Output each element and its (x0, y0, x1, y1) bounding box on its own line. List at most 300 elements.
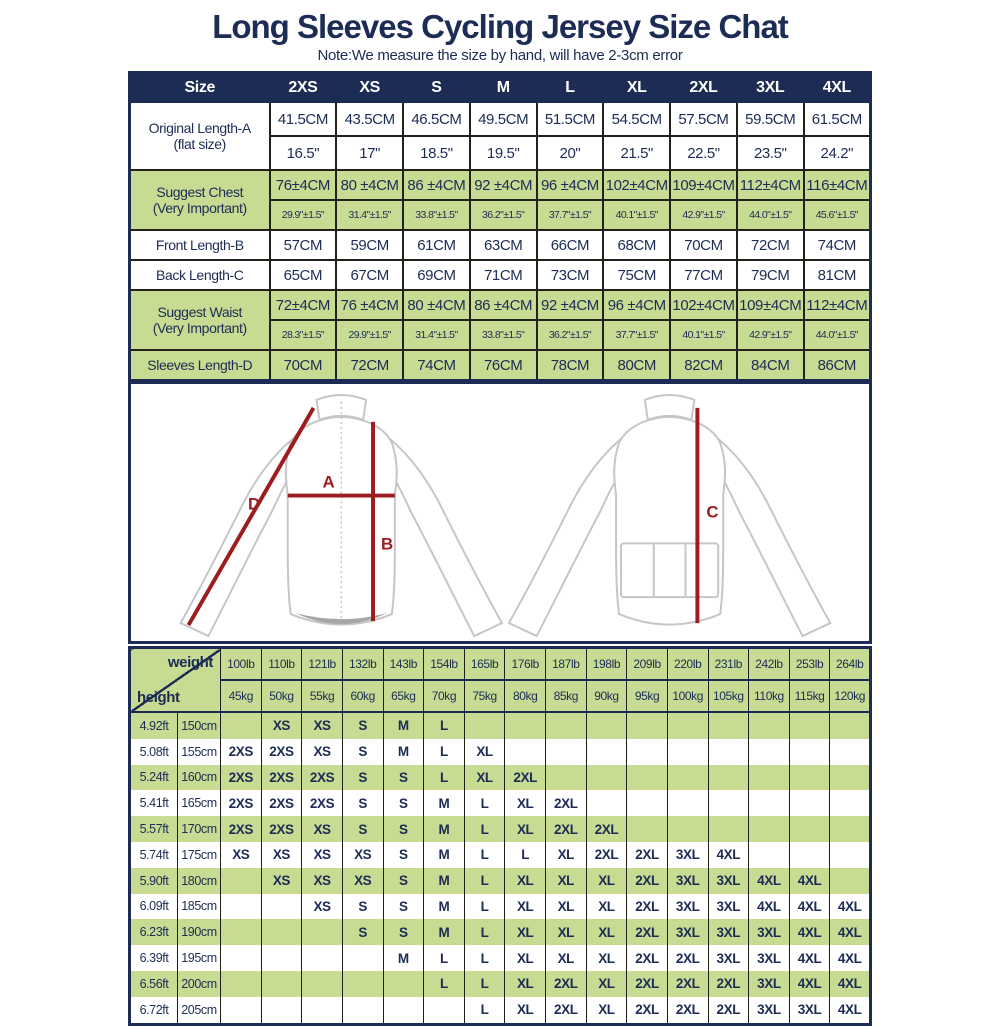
size-value-cell: 24.2" (804, 136, 871, 170)
size-value-cell: 109±4CM (670, 170, 737, 200)
fit-size-cell: XL (505, 790, 546, 816)
corner-height-label: height (137, 689, 180, 706)
fit-size-cell: 2XL (708, 971, 749, 997)
fit-table-row (130, 919, 871, 945)
size-value-cell: 66CM (537, 230, 604, 260)
fit-size-cell: M (383, 712, 424, 739)
fit-size-cell: XL (586, 971, 627, 997)
fit-size-cell: L (464, 997, 505, 1024)
fit-table-row (130, 868, 871, 894)
fit-size-cell (789, 842, 830, 868)
fit-size-cell (221, 868, 262, 894)
fit-size-cell (749, 816, 790, 842)
fit-size-cell (546, 712, 587, 739)
fit-size-cell: 3XL (667, 894, 708, 920)
fit-size-cell (302, 971, 343, 997)
fit-size-cell: L (505, 842, 546, 868)
fit-size-cell: XL (546, 842, 587, 868)
height-cm-cell: 170cm (178, 816, 221, 842)
height-cm-cell: 160cm (178, 765, 221, 791)
fit-size-cell (221, 997, 262, 1024)
size-value-cell: 33.8"±1.5" (470, 320, 537, 350)
fit-size-cell: 2XS (261, 765, 302, 791)
fit-size-cell (667, 712, 708, 739)
size-value-cell: 65CM (270, 260, 337, 290)
fit-size-cell: XS (302, 868, 343, 894)
fit-size-cell: L (464, 919, 505, 945)
fit-size-cell: 3XL (749, 945, 790, 971)
fit-size-cell: M (383, 739, 424, 765)
size-value-cell: 45.6"±1.5" (804, 200, 871, 230)
size-value-cell: 29.9"±1.5" (336, 320, 403, 350)
size-value-cell: 80 ±4CM (403, 290, 470, 320)
row-label-text: Sleeves Length-D (147, 356, 253, 373)
fit-size-cell: 3XL (708, 894, 749, 920)
height-cm-cell: 205cm (178, 997, 221, 1024)
fit-size-cell: 4XL (830, 919, 871, 945)
fit-size-cell: S (383, 894, 424, 920)
fit-size-cell: L (464, 790, 505, 816)
corner-weight-label: weight (167, 654, 213, 671)
size-value-cell: 76CM (470, 350, 537, 381)
fit-size-cell (586, 712, 627, 739)
size-value-cell: 81CM (804, 260, 871, 290)
size-chart-table (128, 71, 872, 382)
size-value-cell: 59.5CM (737, 102, 804, 136)
fit-size-cell: 2XL (627, 945, 668, 971)
weight-kg-cell: 45kg (221, 680, 262, 712)
weight-kg-cell: 60kg (342, 680, 383, 712)
fit-table-row (130, 945, 871, 971)
weight-kg-cell: 85kg (546, 680, 587, 712)
fit-size-cell: 3XL (667, 919, 708, 945)
fit-size-cell: S (342, 790, 383, 816)
fit-size-cell: 2XL (667, 997, 708, 1024)
size-value-cell: 51.5CM (537, 102, 604, 136)
fit-size-cell (505, 739, 546, 765)
fit-size-cell: 2XL (627, 894, 668, 920)
fit-table-row (130, 739, 871, 765)
size-value-cell: 112±4CM (804, 290, 871, 320)
fit-size-cell: XS (302, 816, 343, 842)
row-label-subtext: (Very Important) (152, 200, 247, 216)
size-value-cell: 92 ±4CM (537, 290, 604, 320)
fit-size-cell: XL (586, 868, 627, 894)
fit-size-cell: XL (546, 868, 587, 894)
fit-size-cell (424, 997, 465, 1024)
size-value-cell: 57CM (270, 230, 337, 260)
size-value-cell: 102±4CM (670, 290, 737, 320)
fit-size-cell (342, 945, 383, 971)
size-value-cell: 31.4"±1.5" (336, 200, 403, 230)
fit-size-cell: XS (342, 868, 383, 894)
page-title: Long Sleeves Cycling Jersey Size Chat (212, 8, 788, 45)
fit-size-cell: 3XL (667, 842, 708, 868)
weight-kg-cell: 50kg (261, 680, 302, 712)
size-value-cell: 16.5" (270, 136, 337, 170)
size-value-cell: 42.9"±1.5" (737, 320, 804, 350)
size-value-cell: 72CM (336, 350, 403, 381)
fit-size-cell: L (464, 894, 505, 920)
size-header-cell: S (403, 73, 470, 103)
fit-size-cell (464, 712, 505, 739)
fit-size-cell (708, 765, 749, 791)
weight-lb-cell: 143lb (383, 648, 424, 681)
fit-size-cell: S (383, 790, 424, 816)
size-value-cell: 67CM (336, 260, 403, 290)
fit-size-cell: M (424, 868, 465, 894)
weight-kg-cell: 95kg (627, 680, 668, 712)
fit-size-cell (830, 842, 871, 868)
height-ft-cell: 5.41ft (130, 790, 178, 816)
size-value-cell: 69CM (403, 260, 470, 290)
size-value-cell: 86 ±4CM (403, 170, 470, 200)
fit-size-cell: S (342, 765, 383, 791)
fit-size-cell: 2XL (667, 945, 708, 971)
size-header-cell: XS (336, 73, 403, 103)
weight-kg-cell: 115kg (789, 680, 830, 712)
fit-size-cell (830, 790, 871, 816)
fit-size-cell (627, 765, 668, 791)
fit-size-cell: 3XL (667, 868, 708, 894)
fit-header-lb-row (130, 648, 871, 681)
fit-size-cell (667, 739, 708, 765)
size-value-cell: 42.9"±1.5" (670, 200, 737, 230)
weight-kg-cell: 70kg (424, 680, 465, 712)
size-table-row (130, 102, 871, 136)
size-value-cell: 28.3"±1.5" (270, 320, 337, 350)
fit-size-cell: 3XL (749, 919, 790, 945)
fit-size-cell (830, 712, 871, 739)
height-cm-cell: 200cm (178, 971, 221, 997)
fit-size-cell (261, 894, 302, 920)
weight-lb-cell: 242lb (749, 648, 790, 681)
fit-size-cell (708, 790, 749, 816)
fit-size-cell: S (383, 765, 424, 791)
row-label-text: Front Length-B (155, 236, 244, 253)
weight-lb-cell: 264lb (830, 648, 871, 681)
fit-size-cell (221, 919, 262, 945)
height-ft-cell: 6.72ft (130, 997, 178, 1024)
fit-size-cell: M (424, 790, 465, 816)
weight-lb-cell: 220lb (667, 648, 708, 681)
row-label-text: Original Length-A (148, 119, 251, 136)
fit-size-cell (261, 945, 302, 971)
fit-size-cell: XL (505, 816, 546, 842)
size-value-cell: 37.7"±1.5" (603, 320, 670, 350)
fit-size-cell (667, 816, 708, 842)
fit-size-cell (302, 997, 343, 1024)
weight-lb-cell: 198lb (586, 648, 627, 681)
fit-size-cell: S (342, 919, 383, 945)
fit-size-cell: XS (261, 712, 302, 739)
fit-table-row (130, 790, 871, 816)
size-header-cell: 3XL (737, 73, 804, 103)
fit-size-cell: 4XL (708, 842, 749, 868)
size-value-cell: 82CM (670, 350, 737, 381)
fit-size-cell: S (383, 842, 424, 868)
fit-header-kg-row (130, 680, 871, 712)
size-value-cell: 86 ±4CM (470, 290, 537, 320)
fit-size-cell: M (424, 894, 465, 920)
jersey-measure-diagram (128, 381, 872, 644)
fit-size-cell: 4XL (789, 971, 830, 997)
height-cm-cell: 175cm (178, 842, 221, 868)
fit-size-cell: XL (586, 919, 627, 945)
fit-size-cell: 2XL (546, 997, 587, 1024)
size-value-cell: 74CM (403, 350, 470, 381)
fit-size-cell (789, 712, 830, 739)
row-label (130, 170, 270, 230)
fit-table-row (130, 894, 871, 920)
size-table-row (130, 260, 871, 290)
fit-size-cell: 4XL (830, 971, 871, 997)
fit-size-cell: 2XL (667, 971, 708, 997)
fit-size-cell: XL (546, 945, 587, 971)
size-value-cell: 37.7"±1.5" (537, 200, 604, 230)
weight-kg-cell: 75kg (464, 680, 505, 712)
fit-size-cell: 2XS (221, 790, 262, 816)
fit-size-cell: XL (546, 919, 587, 945)
height-cm-cell: 180cm (178, 868, 221, 894)
fit-size-cell: 2XL (627, 868, 668, 894)
weight-lb-cell: 154lb (424, 648, 465, 681)
row-label (130, 260, 270, 290)
fit-size-cell: L (464, 945, 505, 971)
size-value-cell: 46.5CM (403, 102, 470, 136)
fit-size-cell (830, 816, 871, 842)
fit-size-cell: S (383, 816, 424, 842)
height-ft-cell: 5.24ft (130, 765, 178, 791)
fit-size-cell (546, 765, 587, 791)
size-value-cell: 80 ±4CM (336, 170, 403, 200)
size-value-cell: 96 ±4CM (537, 170, 604, 200)
fit-size-cell (749, 790, 790, 816)
height-cm-cell: 195cm (178, 945, 221, 971)
fit-size-cell: 4XL (789, 919, 830, 945)
fit-size-cell: XL (505, 919, 546, 945)
height-ft-cell: 6.09ft (130, 894, 178, 920)
fit-size-cell: 4XL (749, 868, 790, 894)
row-label-subtext: (flat size) (173, 136, 226, 152)
height-weight-fit-table (128, 646, 872, 1026)
fit-size-cell: XS (342, 842, 383, 868)
fit-size-cell: 2XL (627, 919, 668, 945)
fit-size-cell (221, 712, 262, 739)
size-value-cell: 44.0"±1.5" (737, 200, 804, 230)
weight-lb-cell: 100lb (221, 648, 262, 681)
size-value-cell: 70CM (270, 350, 337, 381)
fit-size-cell: 2XL (546, 816, 587, 842)
fit-size-cell: XS (261, 868, 302, 894)
fit-size-cell (342, 997, 383, 1024)
size-value-cell: 29.9"±1.5" (270, 200, 337, 230)
fit-size-cell: 2XS (261, 790, 302, 816)
size-value-cell: 68CM (603, 230, 670, 260)
fit-size-cell (627, 816, 668, 842)
fit-size-cell: XL (586, 945, 627, 971)
fit-size-cell: XS (302, 739, 343, 765)
weight-lb-cell: 132lb (342, 648, 383, 681)
fit-table-row (130, 971, 871, 997)
size-value-cell: 33.8"±1.5" (403, 200, 470, 230)
size-table-row (130, 170, 871, 200)
size-value-cell: 76 ±4CM (336, 290, 403, 320)
weight-kg-cell: 90kg (586, 680, 627, 712)
height-cm-cell: 155cm (178, 739, 221, 765)
fit-size-cell: 4XL (830, 945, 871, 971)
fit-size-cell: 3XL (749, 997, 790, 1024)
size-table-header-row (130, 73, 871, 103)
size-value-cell: 54.5CM (603, 102, 670, 136)
fit-size-cell (789, 816, 830, 842)
size-header-cell: 2XS (270, 73, 337, 103)
fit-size-cell (586, 790, 627, 816)
row-label-text: Suggest Chest (156, 183, 244, 200)
fit-size-cell (383, 997, 424, 1024)
fit-size-cell (708, 816, 749, 842)
fit-size-cell: XL (464, 739, 505, 765)
fit-size-cell (302, 945, 343, 971)
size-header-cell: L (537, 73, 604, 103)
fit-size-cell (749, 739, 790, 765)
weight-lb-cell: 110lb (261, 648, 302, 681)
weight-lb-cell: 253lb (789, 648, 830, 681)
fit-size-cell (221, 945, 262, 971)
fit-size-cell: 2XS (302, 765, 343, 791)
weight-lb-cell: 165lb (464, 648, 505, 681)
content (128, 71, 872, 1026)
fit-table-row (130, 997, 871, 1024)
weight-kg-cell: 55kg (302, 680, 343, 712)
fit-size-cell: 2XS (221, 765, 262, 791)
fit-size-cell (830, 765, 871, 791)
fit-size-cell: 2XS (221, 739, 262, 765)
fit-size-cell: 2XS (221, 816, 262, 842)
fit-size-cell: XL (546, 894, 587, 920)
fit-size-cell: 2XL (546, 971, 587, 997)
fit-size-cell: 2XS (302, 790, 343, 816)
size-value-cell: 116±4CM (804, 170, 871, 200)
fit-size-cell: 2XL (586, 816, 627, 842)
size-header-label: Size (130, 73, 270, 103)
fit-size-cell: 3XL (708, 868, 749, 894)
fit-size-cell: XL (505, 868, 546, 894)
fit-size-cell: L (424, 971, 465, 997)
fit-table-row (130, 765, 871, 791)
size-value-cell: 31.4"±1.5" (403, 320, 470, 350)
height-ft-cell: 5.90ft (130, 868, 178, 894)
row-label (130, 102, 270, 170)
height-cm-cell: 185cm (178, 894, 221, 920)
fit-size-cell (749, 765, 790, 791)
fit-size-cell: XS (302, 894, 343, 920)
fit-size-cell (667, 790, 708, 816)
jersey-diagram-svg (131, 384, 869, 641)
row-label (130, 230, 270, 260)
fit-size-cell: L (424, 765, 465, 791)
size-value-cell: 86CM (804, 350, 871, 381)
size-value-cell: 44.0"±1.5" (804, 320, 871, 350)
fit-size-cell: L (424, 712, 465, 739)
weight-lb-cell: 187lb (546, 648, 587, 681)
fit-size-cell: XL (505, 971, 546, 997)
fit-size-cell: L (424, 945, 465, 971)
fit-size-cell (749, 842, 790, 868)
row-label-text: Back Length-C (156, 266, 244, 283)
fit-size-cell: S (342, 894, 383, 920)
weight-lb-cell: 121lb (302, 648, 343, 681)
fit-size-cell (261, 997, 302, 1024)
size-value-cell: 20" (537, 136, 604, 170)
fit-size-cell (627, 712, 668, 739)
size-value-cell: 57.5CM (670, 102, 737, 136)
fit-size-cell (261, 919, 302, 945)
size-value-cell: 17" (336, 136, 403, 170)
label-a: A (322, 472, 335, 492)
fit-size-cell: L (464, 868, 505, 894)
size-value-cell: 40.1"±1.5" (603, 200, 670, 230)
fit-size-cell (789, 790, 830, 816)
fit-size-cell: 2XL (627, 842, 668, 868)
fit-size-cell: 2XS (261, 816, 302, 842)
size-value-cell: 112±4CM (737, 170, 804, 200)
fit-size-cell: 4XL (830, 894, 871, 920)
fit-size-cell: XL (586, 997, 627, 1024)
height-cm-cell: 150cm (178, 712, 221, 739)
size-value-cell: 21.5" (603, 136, 670, 170)
fit-size-cell (789, 739, 830, 765)
fit-size-cell (627, 739, 668, 765)
size-value-cell: 22.5" (670, 136, 737, 170)
size-value-cell: 36.2"±1.5" (470, 200, 537, 230)
size-value-cell: 74CM (804, 230, 871, 260)
size-value-cell: 102±4CM (603, 170, 670, 200)
fit-size-cell: L (464, 842, 505, 868)
fit-size-cell (586, 739, 627, 765)
size-value-cell: 72CM (737, 230, 804, 260)
fit-size-cell: L (424, 739, 465, 765)
size-value-cell: 71CM (470, 260, 537, 290)
weight-kg-cell: 80kg (505, 680, 546, 712)
jersey-front (181, 395, 502, 636)
size-value-cell: 49.5CM (470, 102, 537, 136)
fit-size-cell: S (383, 919, 424, 945)
fit-size-cell (830, 739, 871, 765)
fit-size-cell: M (424, 816, 465, 842)
fit-size-cell: 2XL (505, 765, 546, 791)
fit-size-cell: 3XL (789, 997, 830, 1024)
size-value-cell: 43.5CM (336, 102, 403, 136)
size-table-row (130, 230, 871, 260)
weight-kg-cell: 100kg (667, 680, 708, 712)
fit-size-cell: XL (464, 765, 505, 791)
fit-size-cell (383, 971, 424, 997)
fit-size-cell: L (464, 816, 505, 842)
size-value-cell: 18.5" (403, 136, 470, 170)
fit-size-cell (221, 894, 262, 920)
fit-size-cell: XS (221, 842, 262, 868)
size-table-row (130, 290, 871, 320)
weight-lb-cell: 209lb (627, 648, 668, 681)
fit-size-cell (261, 971, 302, 997)
weight-lb-cell: 231lb (708, 648, 749, 681)
fit-size-cell: 4XL (789, 894, 830, 920)
size-value-cell: 92 ±4CM (470, 170, 537, 200)
fit-size-cell (708, 739, 749, 765)
weight-kg-cell: 110kg (749, 680, 790, 712)
fit-size-cell (830, 868, 871, 894)
